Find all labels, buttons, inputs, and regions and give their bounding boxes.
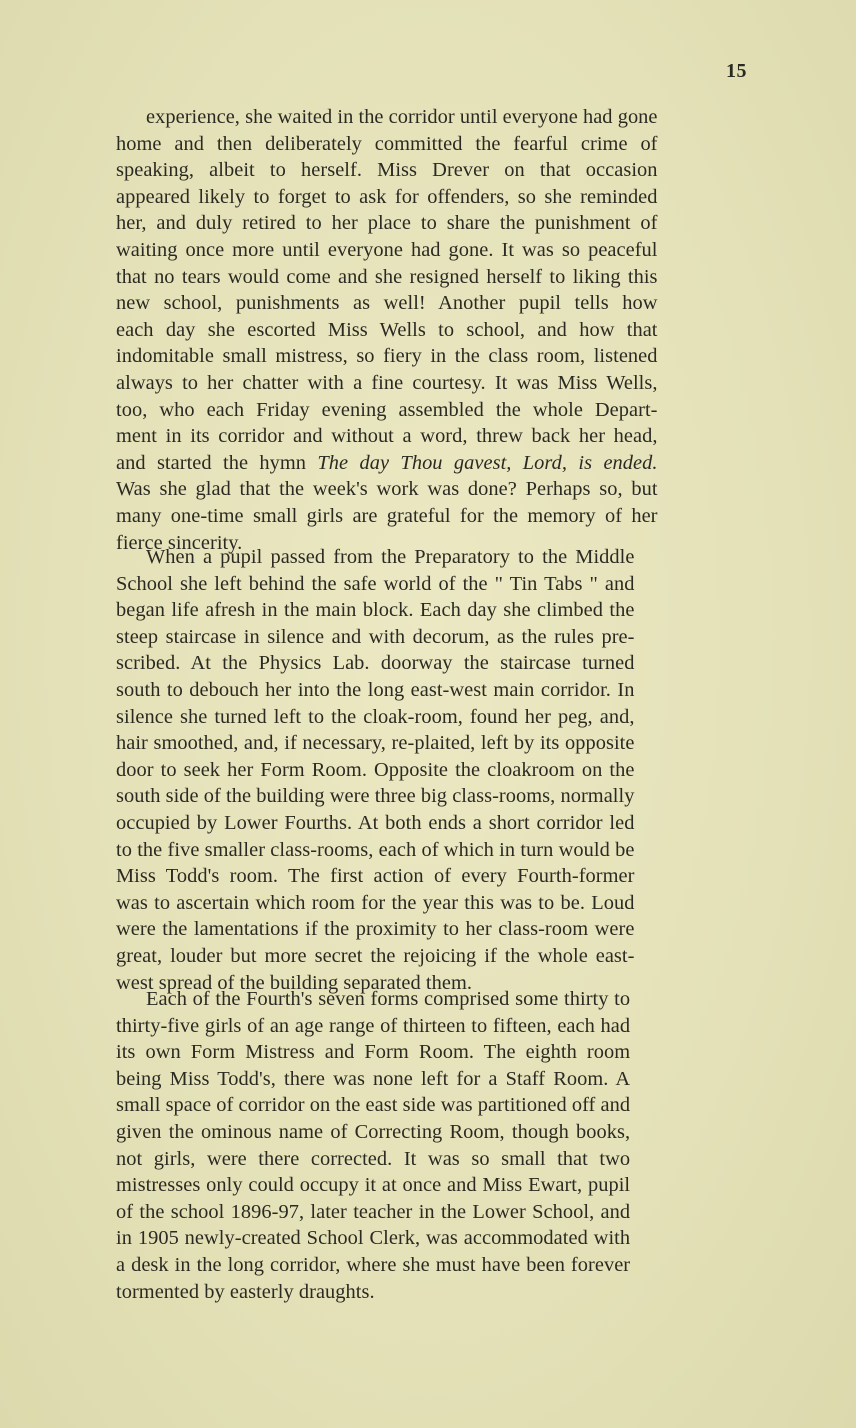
text-line: each day she escorted Miss Wells to school, and how that <box>116 318 658 341</box>
text-line: great, louder but more secret the rejoicing if the whole east- <box>116 944 635 967</box>
text-line: School she left behind the safe world of the " Tin Tabs " and <box>116 572 635 595</box>
text-line: being Miss Todd's, there was none left for a Staff Room. A <box>116 1067 631 1090</box>
text-line: in 1905 newly-created School Clerk, was accommodated with <box>116 1227 631 1250</box>
paragraph-1 <box>116 104 658 556</box>
text-line: hair smoothed, and, if necessary, re-plaited, left by its opposite <box>116 732 635 755</box>
text-line: were the lamentations if the proximity to her class-room were <box>116 918 635 941</box>
text-line: indomitable small mistress, so fiery in the class room, listened <box>116 345 658 368</box>
text-line: that no tears would come and she resigned herself to liking this <box>116 265 658 288</box>
paragraph-2 <box>116 544 634 996</box>
text-line: not girls, were there corrected. It was so small that two <box>116 1147 631 1170</box>
text-line: too, who each Friday evening assembled the whole Depart- <box>116 398 658 421</box>
text-line: door to seek her Form Room. Opposite the cloakroom on the <box>116 758 635 781</box>
text-line: new school, punishments as well! Another pupil tells how <box>116 292 658 315</box>
text-line: scribed. At the Physics Lab. doorway the staircase turned <box>116 652 635 675</box>
text-line: always to her chatter with a fine courtesy. It was Miss Wells, <box>116 371 658 394</box>
text-line: given the ominous name of Correcting Room, though books, <box>116 1120 631 1143</box>
text-line: was to ascertain which room for the year this was to be. Loud <box>116 891 635 914</box>
text-line: steep staircase in silence and with decorum, as the rules pre- <box>116 625 635 648</box>
text-line: thirty-five girls of an age range of thirteen to fifteen, each had <box>116 1014 631 1037</box>
text-line: occupied by Lower Fourths. At both ends a short corridor led <box>116 811 635 834</box>
text-line: ment in its corridor and without a word, threw back her head, <box>116 425 658 448</box>
text-line: Each of the Fourth's seven forms comprised some thirty to <box>146 988 631 1010</box>
text-line: and started the hymn The day Thou gavest, Lord, is ended. <box>116 451 658 474</box>
text-line: When a pupil passed from the Preparatory to the Middle <box>146 546 635 568</box>
text-line: speaking, albeit to herself. Miss Drever on that occasion <box>116 159 658 182</box>
text-line: west spread of the building separated them. <box>116 971 473 994</box>
text-line: to the five smaller class-rooms, each of which in turn would be <box>116 838 635 861</box>
text-line: began life afresh in the main block. Each day she climbed the <box>116 599 635 622</box>
text-line: waiting once more until everyone had gone. It was so peaceful <box>116 238 658 261</box>
text-line: Miss Todd's room. The first action of every Fourth-former <box>116 865 635 888</box>
text-line: many one-time small girls are grateful for the memory of her <box>116 504 658 527</box>
page-number: 15 <box>726 60 747 82</box>
text-line: her, and duly retired to her place to share the punishment of <box>116 212 658 235</box>
text-line: south side of the building were three big class-rooms, normally <box>116 785 635 808</box>
text-line: its own Form Mistress and Form Room. The eighth room <box>116 1041 631 1064</box>
text-line: south to debouch her into the long east-west main corridor. In <box>116 678 635 701</box>
text-line: tormented by easterly draughts. <box>116 1280 375 1303</box>
text-line: mistresses only could occupy it at once and Miss Ewart, pupil <box>116 1174 631 1197</box>
text-line: small space of corridor on the east side was partitioned off and <box>116 1094 631 1117</box>
text-line: silence she turned left to the cloak-room, found her peg, and, <box>116 705 635 728</box>
text-line: experience, she waited in the corridor until everyone had gone <box>146 106 658 128</box>
text-line: fierce sincerity. <box>116 531 243 554</box>
text-line: home and then deliberately committed the fearful crime of <box>116 132 658 155</box>
text-line: a desk in the long corridor, where she must have been forever <box>116 1253 631 1276</box>
text-line: of the school 1896-97, later teacher in the Lower School, and <box>116 1200 631 1223</box>
paragraph-3 <box>116 986 630 1305</box>
text-line: appeared likely to forget to ask for offenders, so she reminded <box>116 185 658 208</box>
text-line: Was she glad that the week's work was done? Perhaps so, but <box>116 478 658 501</box>
